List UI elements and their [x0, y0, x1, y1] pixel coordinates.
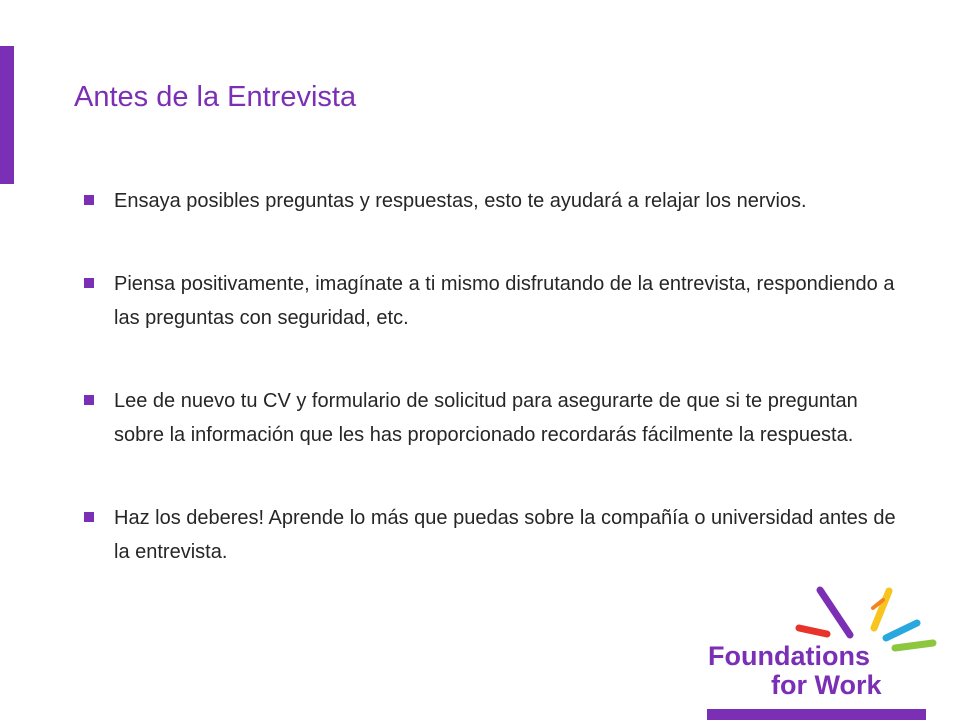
square-bullet-icon — [84, 395, 94, 405]
square-bullet-icon — [84, 278, 94, 288]
logo-underline — [707, 709, 926, 720]
bullet-text: Piensa positivamente, imagínate a ti mismo disfrutando de la entrevista, respondiendo a las preguntas con seguridad, etc. — [114, 273, 895, 329]
bullet-text: Ensaya posibles preguntas y respuestas, esto te ayudará a relajar los nervios. — [114, 190, 807, 212]
square-bullet-icon — [84, 512, 94, 522]
bullet-text: Lee de nuevo tu CV y formulario de solicitud para asegurarte de que si te preguntan sobre la información que les has proporcionado recordarás fácilmente la respuesta. — [114, 390, 858, 446]
bullet-list — [84, 184, 904, 569]
logo-text-line-1: Foundations — [708, 641, 870, 671]
bullet-item — [84, 384, 904, 452]
logo-text-line-2: for Work — [771, 670, 882, 700]
bullet-item — [84, 501, 904, 569]
bullet-item — [84, 184, 904, 218]
title-accent-bar — [0, 46, 14, 184]
bullet-text: Haz los deberes! Aprende lo más que puedas sobre la compañía o universidad antes de la entrevista. — [114, 507, 896, 563]
bullet-item — [84, 267, 904, 335]
foundations-for-work-logo — [700, 580, 940, 720]
square-bullet-icon — [84, 195, 94, 205]
slide-title: Antes de la Entrevista — [74, 81, 357, 113]
